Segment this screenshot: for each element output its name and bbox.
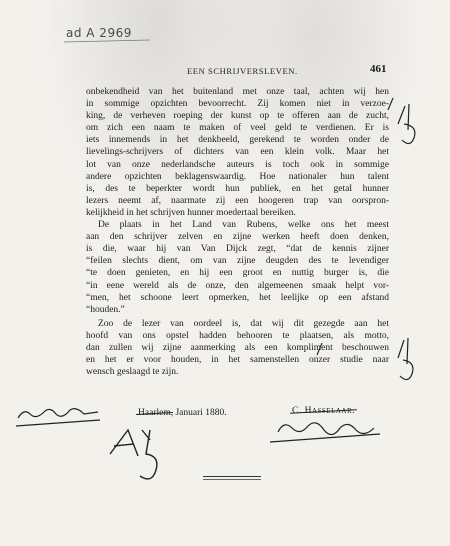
struck-place-name: Haarlem xyxy=(138,408,171,418)
body-line: lezers neemt af, naarmate zij een hoogeren trap van oorspron- xyxy=(86,195,389,206)
left-signature-scribble xyxy=(16,409,100,426)
body-line: om zich een naam te maken of veel geld te verdienen. Er is xyxy=(86,123,389,134)
signoff-date: Januari 1880. xyxy=(175,408,227,418)
margin-mark-top xyxy=(398,104,415,144)
body-line: “te doen genieten, en hij een groot en nuttig burger is, die xyxy=(86,268,389,279)
body-line: kelijkheid in het schrijven hunner moedertaal bereiken. xyxy=(86,207,296,218)
signoff-date-line: Haarlem, Januari 1880. xyxy=(138,408,227,418)
running-head: EEN SCHRIJVERSLEVEN. xyxy=(187,66,298,76)
body-line: king, de verheven roeping der kunst op te offeren aan de zucht, xyxy=(86,111,389,122)
body-line: is die, waar hij van Van Dijck zegt, “dat de kennis zijner xyxy=(86,244,389,255)
body-line: en het er voor houden, in het samenstellen onzer studie naar xyxy=(86,355,389,366)
page-number: 461 xyxy=(370,63,387,75)
right-signature-scribble xyxy=(270,423,380,442)
body-line: lot van onze nederlandsche auteurs is toch ook in sommige xyxy=(86,159,389,170)
body-line: andere opzichten beklagenswaardig. Hoe nationaler hun talent xyxy=(86,171,389,182)
struck-signature: C. Hasselaar. xyxy=(292,406,355,416)
body-line: dan zullen wij zijne aanmerking als een kompliment beschouwen xyxy=(86,342,389,353)
body-line: “houden.” xyxy=(86,304,125,315)
inline-slash-top xyxy=(388,98,393,110)
body-line: in sommige opzichten bevoorrecht. Zij komen niet in verzoe- xyxy=(86,99,389,110)
body-line: iets innemends in het denkbeeld, gerekend te worden onder de xyxy=(86,135,389,146)
body-line: hoofd van ons opstel hadden behooren te plaatsen, als motto, xyxy=(86,330,389,341)
body-line: De plaats in het Land van Rubens, welke ons het meest xyxy=(98,220,389,231)
body-line: “men, het schoone leert opmerken, het leelijke op een afstand xyxy=(86,292,389,303)
body-line: onbekendheid van het buitenland met onze taal, achten wij hen xyxy=(86,87,389,97)
body-line: “feilen slechts dient, om van zijne deugden des te levendiger xyxy=(86,256,389,267)
archive-underline xyxy=(64,40,150,42)
body-line: wensch geslaagd te zijn. xyxy=(86,367,179,378)
body-line: aan den schrijver zelven en zijne werken heeft doen denken, xyxy=(86,232,389,243)
body-line: “in eene wereld als de onze, den algemeenen smaak helpt vor- xyxy=(86,280,389,291)
body-line: lievelings-schrijvers of dichters van een klein volk. Maar het xyxy=(86,147,389,158)
archive-mark: ad A 2969 xyxy=(66,26,132,40)
margin-mark-bottom xyxy=(398,338,413,380)
body-line: Zoo de lezer van oordeel is, dat wij dit gezegde aan het xyxy=(98,318,389,329)
inline-slash-bottom xyxy=(317,343,322,355)
handwritten-mark-large xyxy=(110,430,157,479)
body-line: is, des te beperkter wordt hun publiek, en het getal hunner xyxy=(86,183,389,194)
